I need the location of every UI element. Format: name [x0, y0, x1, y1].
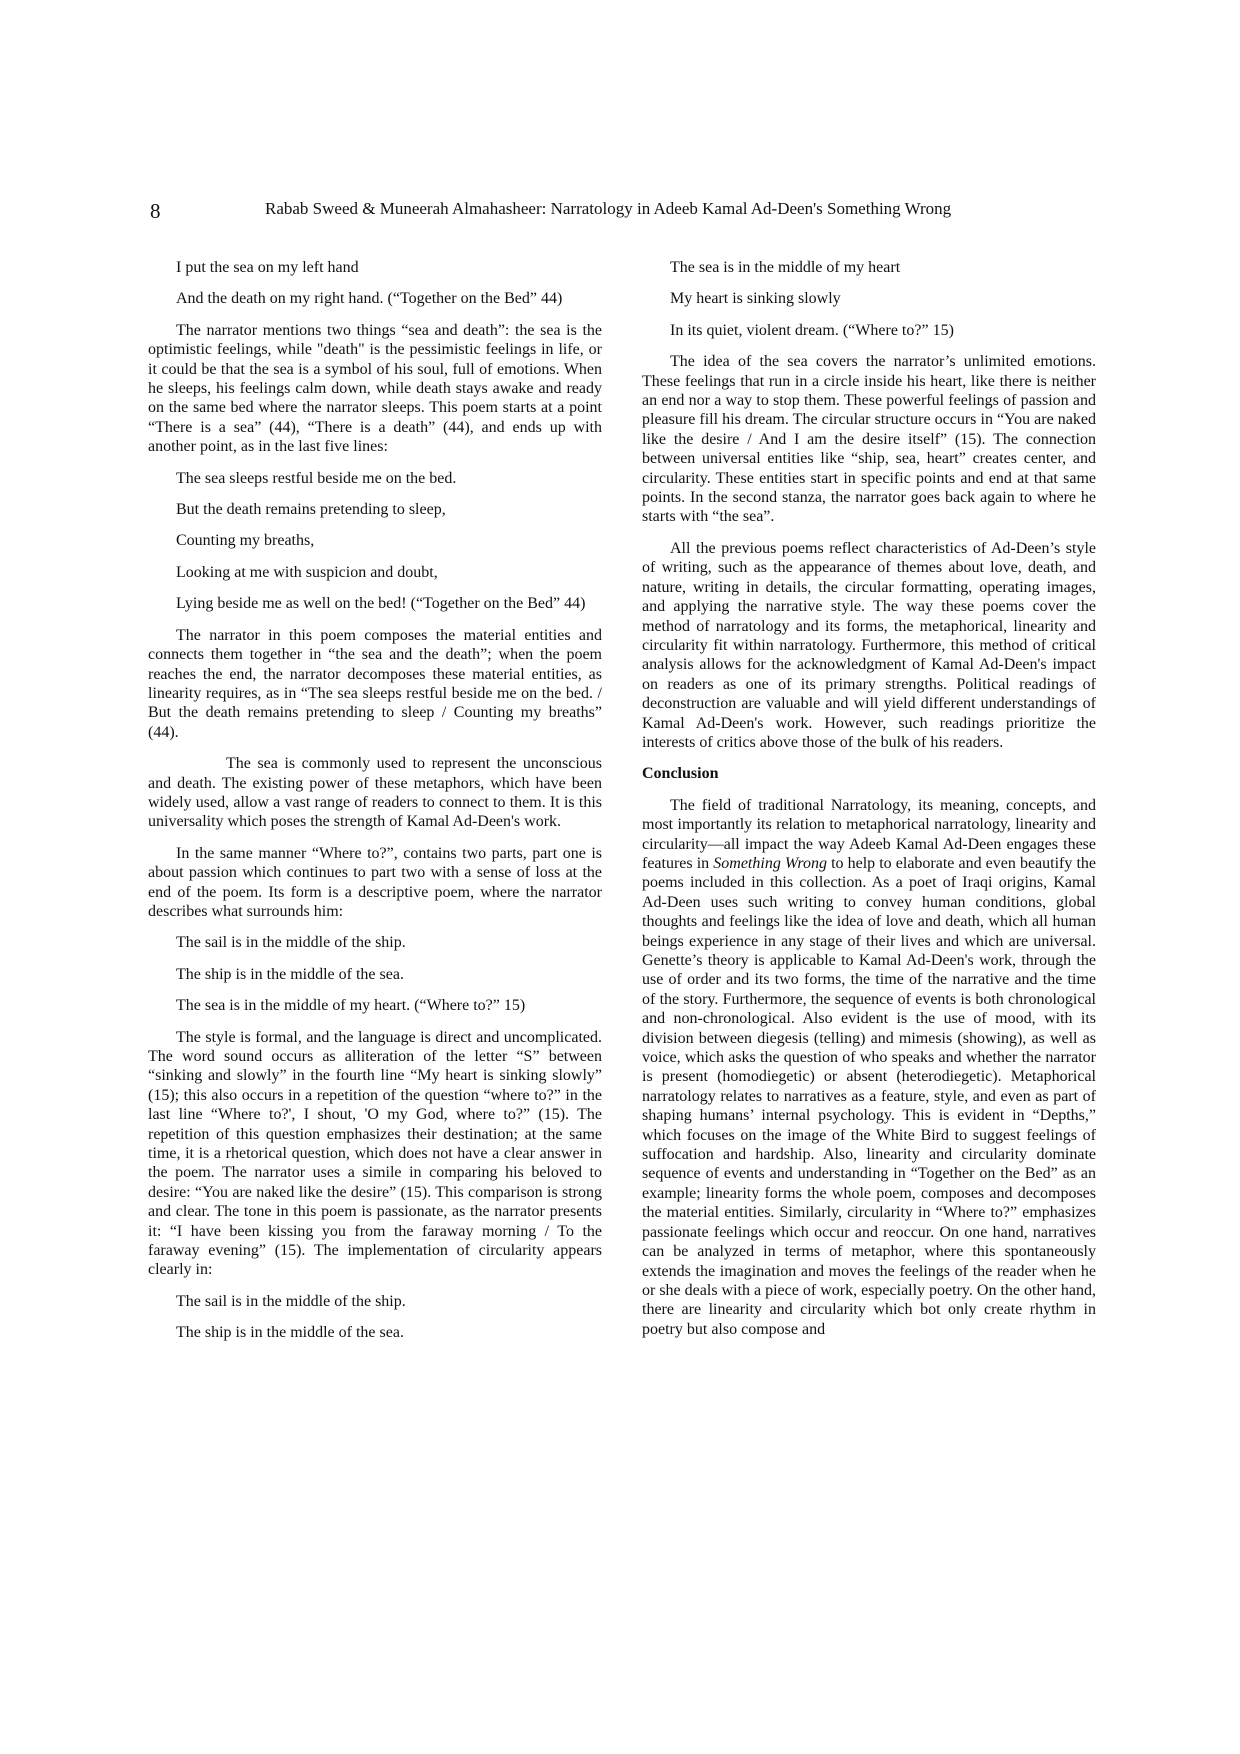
verse-line: The sea is in the middle of my heart [670, 259, 901, 276]
verse-line: The ship is in the middle of the sea. [176, 965, 404, 983]
verse-line: And the death on my right hand. (“Together on the Bed” 44) [176, 290, 563, 308]
conclusion-text-end: to help to elaborate and even beautify the poems included in this collection. As a poet of Iraqi origins, Kamal Ad-Deen uses such writing to convey human conditions, global thoughts and feelings like the idea of love and death, which all human beings experience in any stage of their lives and which are universal. Genette’s theory is applicable to Kamal Ad-Deen's work, through the use of order and its two forms, the time of the narrative and the time of the story. Furthermore, the sequence of events is both chronological and non-chronological. Also evident is the use of mood, with its division between diegesis (telling) and mimesis (showing), as well as voice, which asks the question of who speaks and whether the narrator is present (homodiegetic) or absent (heterodiegetic). Metaphorical narratology relates to narratives as a feature, style, and even as part of shaping humans’ internal psychology. This is evident in “Depths,” which focuses on the image of the White Bird to suggest feelings of suffocation and hardship. Also, linearity and circularity dominate sequence of events and understanding in “Together on the Bed” as an example; linearity forms the whole poem, composes and decomposes the material entities. Similarly, circularity in “Where to?” emphasizes passionate feelings which occur and reoccur. On one hand, narratives can be analyzed in terms of metaphor, where this spontaneously extends the imagination and moves the feelings of the reader when he or she deals with a piece of work, especially poetry. On the other hand, there are linearity and circularity which bot only create rhythm in poetry but also compose and [642, 854, 1097, 1338]
section-heading: Conclusion [642, 765, 719, 783]
verse-line: The sail is in the middle of the ship. [176, 1292, 406, 1310]
paragraph: The sea is commonly used to represent the unconscious and death. The existing power of these metaphors, which have been widely used, allow a vast range of readers to connect to them. It is this universality which poses the strength of Kamal Ad-Deen's work. [148, 755, 602, 831]
paragraph: In the same manner “Where to?”, contains two parts, part one is about passion which continues to part two with a sense of loss at the end of the poem. Its form is a descriptive poem, where the narrator describes what surrounds him: [148, 844, 602, 920]
verse-line: Lying beside me as well on the bed! (“Together on the Bed” 44) [176, 595, 586, 613]
running-header: Rabab Sweed & Muneerah Almahasheer: Narratology in Adeeb Kamal Ad-Deen's Something Wrong [265, 199, 952, 218]
page-number: 8 [150, 199, 161, 223]
verse-line: The ship is in the middle of the sea. [176, 1324, 404, 1342]
right-column [642, 258, 1096, 1351]
verse-line: The sail is in the middle of the ship. [176, 934, 406, 952]
paragraph: The style is formal, and the language is direct and uncomplicated. The word sound occurs as alliteration of the letter “S” between “sinking and slowly” in the fourth line “My heart is sinking slowly” (15); this also occurs in a repetition of the question “where to?” in the last line “Where to?', I shout, 'O my God, where to?” (15). The repetition of this question emphasizes their destination; at the same time, it is a rhetorical question, which does not have a clear answer in the poem. The narrator uses a simile in comparing his beloved to desire: “You are naked like the desire” (15). This comparison is strong and clear. The tone in this poem is passionate, as the narrator presents it: “I have been kissing you from the faraway morning / To the faraway evening” (15). The implementation of circularity appears clearly in: [148, 1028, 602, 1279]
verse-line: My heart is sinking slowly [670, 290, 841, 308]
verse-line: In its quiet, violent dream. (“Where to?” 15) [670, 321, 954, 339]
verse-line: Counting my breaths, [176, 532, 315, 550]
book-title: Something Wrong [713, 854, 827, 872]
paragraph: The narrator mentions two things “sea and death”: the sea is the optimistic feelings, while "death" is the pessimistic feelings in life, or it could be that the sea is a symbol of his soul, full of emotions. When he sleeps, his feelings calm down, while death stays awake and ready on the same bed where the narrator sleeps. This poem starts at a point “There is a sea” (44), “There is a death” (44), and ends up with another point, as in the last five lines: [148, 321, 602, 456]
conclusion-text-start: The field of traditional Narratology, its meaning, concepts, and most importantly its relation to metaphorical narratology, linearity and circularity—all impact the way Adeeb Kamal Ad-Deen engages these features in [642, 796, 1096, 872]
verse-line: But the death remains pretending to sleep, [176, 501, 446, 519]
verse-line: I put the sea on my left hand [176, 259, 359, 276]
verse-line: The sea sleeps restful beside me on the bed. [176, 469, 457, 487]
paragraph: The narrator in this poem composes the material entities and connects them together in “the sea and the death”; when the poem reaches the end, the narrator decomposes these material entities, as linearity requires, as in “The sea sleeps restful beside me on the bed. / But the death remains pretending to sleep / Counting my breaths” (44). [148, 626, 602, 741]
verse-line: The sea is in the middle of my heart. (“Where to?” 15) [176, 997, 526, 1015]
conclusion-paragraph [642, 796, 1096, 1339]
left-column [148, 258, 602, 1355]
paragraph: All the previous poems reflect characteristics of Ad-Deen’s style of writing, such as the appearance of themes about love, death, and nature, writing in details, the circular formatting, operating images, and applying the narrative style. The way these poems cover the method of narratology and its forms, the metaphorical, linearity and circularity fit within narratology. Furthermore, this method of critical analysis allows for the acknowledgment of Kamal Ad-Deen's impact on readers as one of its primary strengths. Political readings of deconstruction are valuable and will yield different understandings of Kamal Ad-Deen's work. However, such readings prioritize the interests of critics above those of the bulk of his readers. [642, 539, 1096, 751]
verse-line: Looking at me with suspicion and doubt, [176, 563, 438, 581]
paragraph: The idea of the sea covers the narrator’s unlimited emotions. These feelings that run in a circle inside his heart, like there is neither an end nor a way to stop them. These powerful feelings of passion and pleasure fill his dream. The circular structure occurs in “You are naked like the desire / And I am the desire itself” (15). The connection between universal entities like “ship, sea, heart” creates center, and circularity. These entities start in specific points and end at that same points. In the second stanza, the narrator goes back again to where he starts with “the sea”. [642, 353, 1096, 526]
